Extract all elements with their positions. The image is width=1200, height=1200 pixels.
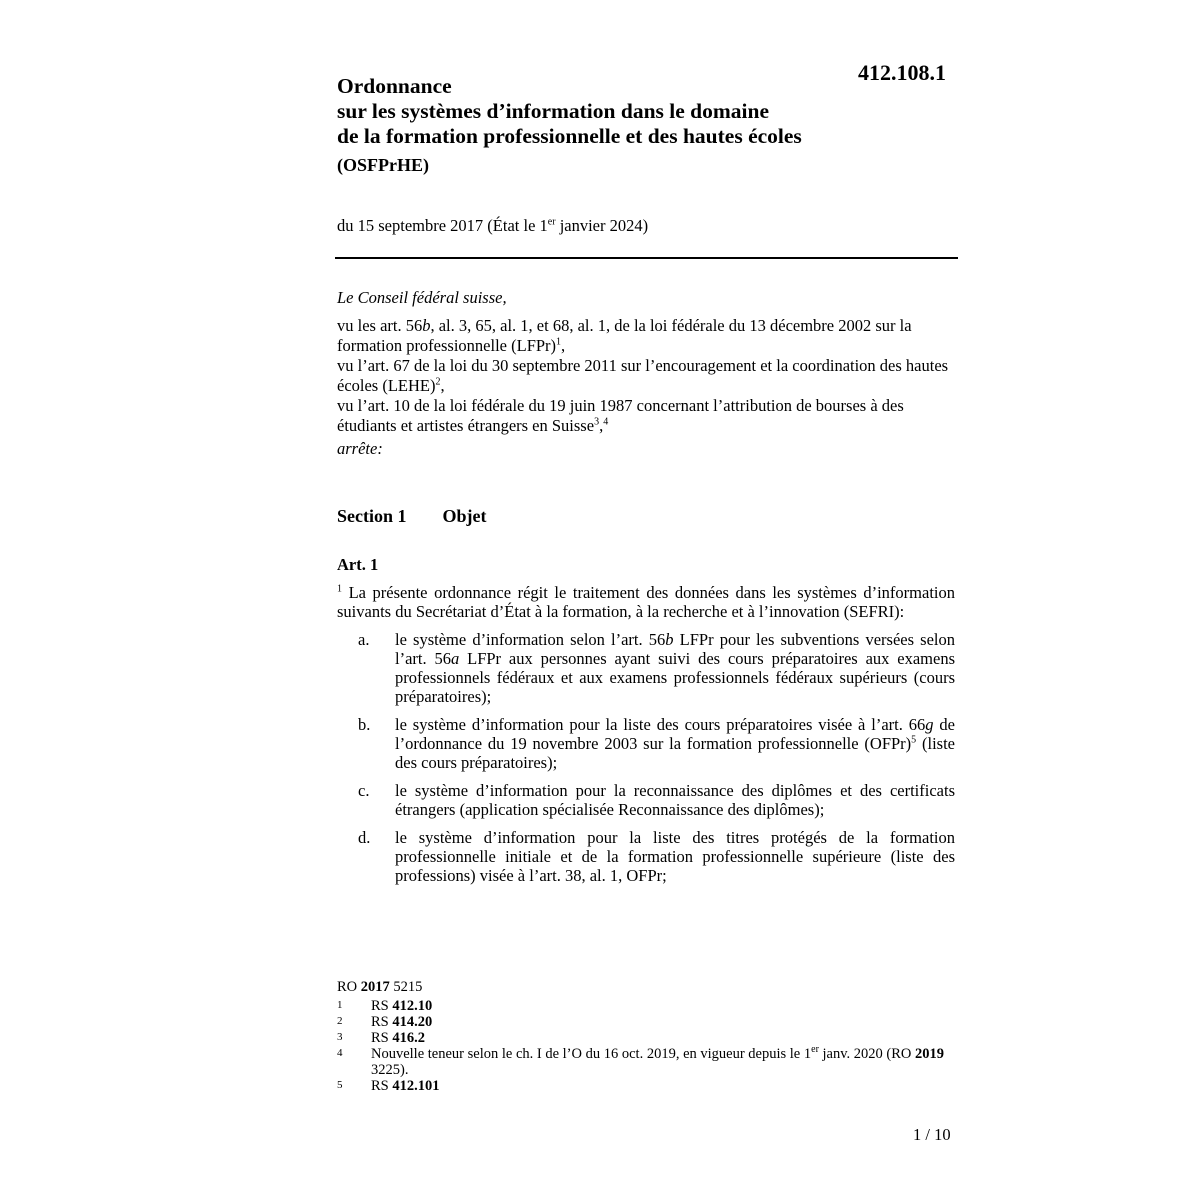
italic-text: b <box>665 630 674 649</box>
text: RS <box>371 1014 393 1030</box>
text: 5215 <box>389 979 423 995</box>
text: RS <box>371 1078 393 1094</box>
footnote-ref-2[interactable]: 2 <box>435 376 441 388</box>
date-sup: er <box>547 216 556 228</box>
list-item-b <box>337 715 955 772</box>
list-item-a <box>337 630 955 706</box>
list-letter: c. <box>358 781 370 800</box>
text: , al. 3, 65, al. 1, et 68, al. 1, de la loi fédérale du 13 décembre 2002 sur la formation professionnelle (LFPr) <box>337 316 912 355</box>
text: de l’ordonnance du 19 novembre 2003 sur la formation professionnelle (OFPr) <box>395 715 955 753</box>
sup-text: er <box>811 1044 819 1056</box>
header-divider <box>335 257 958 259</box>
title-line-3: de la formation professionnelle et des hautes écoles <box>337 124 802 148</box>
footnote-1 <box>337 998 957 1014</box>
preamble-closing: arrête: <box>337 439 383 458</box>
footnote-ro <box>337 979 957 995</box>
text: (liste des cours préparatoires); <box>395 734 955 772</box>
preamble-paragraph-2 <box>337 356 957 396</box>
footnotes <box>337 979 957 1094</box>
list-letter: d. <box>358 828 371 847</box>
article-heading: Art. 1 <box>337 555 379 574</box>
preamble-paragraph-1 <box>337 316 957 356</box>
title-line-1: Ordonnance <box>337 74 452 98</box>
footnote-number: 1 <box>337 999 343 1011</box>
law-number: 412.108.1 <box>858 60 946 85</box>
footnote-text <box>371 1030 957 1046</box>
text: vu l’art. 10 de la loi fédérale du 19 juin 1987 concernant l’attribution de bourses à des étudiants et artistes étrangers en Suisse <box>337 396 904 435</box>
text: , <box>440 376 445 395</box>
footnote-number: 3 <box>337 1031 343 1043</box>
list-letter: a. <box>358 630 370 649</box>
text: Nouvelle teneur selon le ch. I de l’O du 16 oct. 2019, en vigueur depuis le 1 <box>371 1046 812 1062</box>
text: vu les art. 56 <box>337 316 423 335</box>
section-title: Objet <box>442 506 487 526</box>
footnote-5 <box>337 1078 957 1094</box>
preamble-paragraph-3 <box>337 396 957 436</box>
preamble <box>337 288 957 459</box>
paragraph-text: La présente ordonnance régit le traitement des données dans les systèmes d’information suivants du Secrétariat d’État à la formation, à la recherche et à l’innovation (SEFRI): <box>337 583 955 621</box>
paragraph-number: 1 <box>337 583 342 595</box>
document-date <box>337 216 648 236</box>
bold-text: 414.20 <box>392 1014 433 1030</box>
text: LFPr aux personnes ayant suivi des cours préparatoires aux examens professionnels fédéraux et aux examens professionnels fédéraux supérieurs (cours préparatoires); <box>395 649 955 706</box>
section-number: Section 1 <box>337 506 407 526</box>
footnote-ref-5[interactable]: 5 <box>911 734 917 746</box>
list-text: le système d’information pour la reconnaissance des diplômes et des certificats étrangers (application spécialisée Reconnaissance des diplômes); <box>395 781 955 819</box>
article-body <box>337 583 955 894</box>
italic-text: b <box>422 316 431 335</box>
text: LFPr pour les subventions versées selon l’art. 56 <box>395 630 955 668</box>
text: le système d’information pour la liste des cours préparatoires visée à l’art. 66 <box>395 715 926 734</box>
text: RO <box>337 979 361 995</box>
list-text <box>395 715 955 772</box>
text: , <box>599 416 604 435</box>
footnote-ref-3[interactable]: 3 <box>594 416 600 428</box>
text: RS <box>371 1030 393 1046</box>
footnote-2 <box>337 1014 957 1030</box>
footnote-number: 5 <box>337 1079 343 1091</box>
footnote-3 <box>337 1030 957 1046</box>
footnote-text <box>371 1014 957 1030</box>
list-item-c <box>337 781 955 819</box>
footnote-text <box>371 998 957 1014</box>
list-text <box>395 630 955 706</box>
text: , <box>561 336 566 355</box>
title-abbreviation: (OSFPrHE) <box>337 155 429 175</box>
footnote-number: 4 <box>337 1047 343 1059</box>
text: 3225). <box>371 1062 409 1078</box>
section-heading <box>337 506 487 527</box>
footnote-ref-4[interactable]: 4 <box>603 416 609 428</box>
list-letter: b. <box>358 715 371 734</box>
footnote-text <box>371 1078 957 1094</box>
list-item-d <box>337 828 955 885</box>
footnote-text <box>371 1046 957 1078</box>
italic-text: g <box>925 715 934 734</box>
bold-text: 2019 <box>915 1046 945 1062</box>
bold-text: 412.101 <box>392 1078 440 1094</box>
date-prefix: du 15 septembre 2017 (État le 1 <box>337 216 548 235</box>
document-title <box>337 74 802 181</box>
text: le système d’information selon l’art. 56 <box>395 630 666 649</box>
text: janv. 2020 (RO <box>818 1046 916 1062</box>
bold-text: 2017 <box>360 979 390 995</box>
page-number: 1 / 10 <box>913 1125 951 1144</box>
text: RS <box>371 998 393 1014</box>
footnote-ref-1[interactable]: 1 <box>556 336 562 348</box>
preamble-intro: Le Conseil fédéral suisse, <box>337 288 507 307</box>
text: vu l’art. 67 de la loi du 30 septembre 2011 sur l’encouragement et la coordination des hautes écoles (LEHE) <box>337 356 949 395</box>
footnote-number: 2 <box>337 1015 343 1027</box>
article-paragraph <box>337 583 955 621</box>
list-text: le système d’information pour la liste des titres protégés de la formation professionnelle initiale et de la formation professionnelle supérieure (liste des professions) visée à l’art. 38, al. 1, OFPr; <box>395 828 955 885</box>
title-line-2: sur les systèmes d’information dans le domaine <box>337 99 770 123</box>
bold-text: 416.2 <box>392 1030 425 1046</box>
italic-text: a <box>451 649 460 668</box>
bold-text: 412.10 <box>392 998 433 1014</box>
date-suffix: janvier 2024) <box>555 216 649 235</box>
footnote-4 <box>337 1046 957 1078</box>
article-list <box>337 630 955 885</box>
